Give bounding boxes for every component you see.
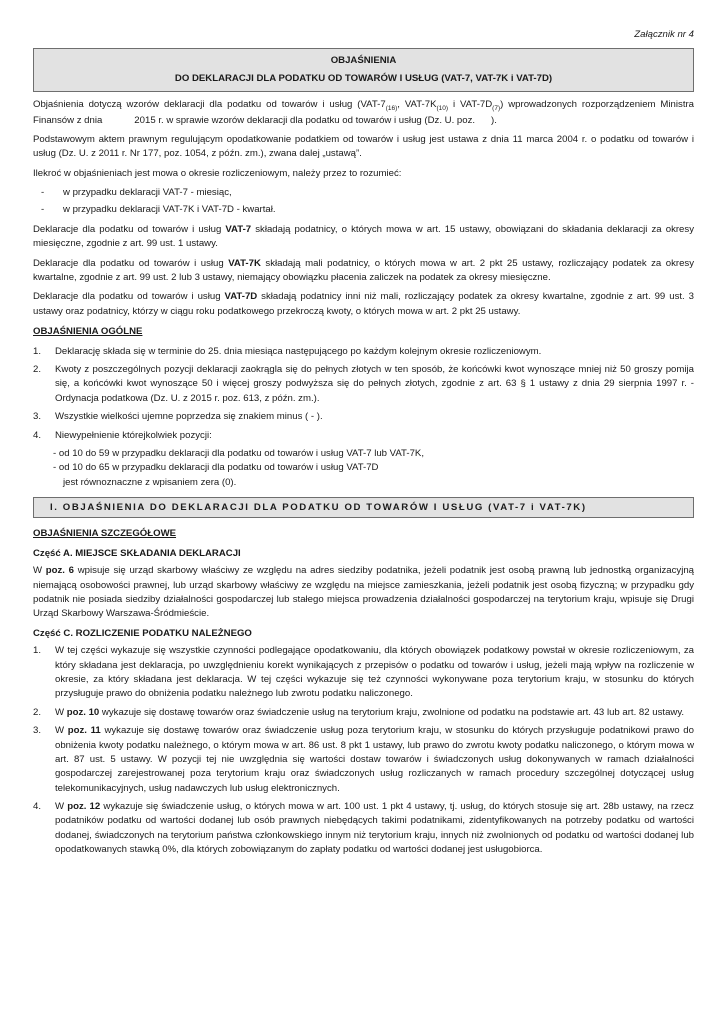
item4-line-2: - od 10 do 65 w przypadku deklaracji dla podatku od towarów i usług VAT-7D	[53, 462, 379, 474]
list-item: 4. Niewypełnienie którejkolwiek pozycji:	[33, 429, 212, 441]
list-item: 3. Wszystkie wielkości ujemne poprzedza się znakiem minus ( - ).	[33, 411, 323, 423]
list-item: 1. Deklarację składa się w terminie do 25. dnia miesiąca następującego po każdym kolejnym okresie rozliczeniowym.	[33, 345, 542, 357]
list-item: 2. W poz. 10 wykazuje się dostawę towarów oraz świadczenie usług na terytorium kraju, zwolnione od podatku na podstawie art. 43 lub art. 82 ustawy.	[33, 706, 685, 718]
title-line-1: OBJAŚNIENIA	[330, 55, 397, 67]
list-item: 3. W poz. 11 wykazuje się dostawę towarów oraz świadczenie usług poza terytorium kraju, w stosunku do których przysługuje podatnikowi prawo do obniżenia kwoty podatku należnego, o którym mowa w art. 86 ust. 8 pkt 1 ustawy, lub prawo do zwrotu kwoty podatku naliczonego, o którym mowa w art. 87 ust. 5 ustawy. W pozycji tej nie uwzględnia się wartości dostaw towarów i świadczonych usług dokonywanych w ramach działalności gospodarczej zarejestrowanej poza terytorium kraju oraz świadczonych usług rozliczanych w ramach procedury szczególnej dotyczącej usług telekomunikacyjnych, usług nadawczych lub usług elektronicznych.	[33, 725, 694, 794]
part-a-heading: Część A. MIEJSCE SKŁADANIA DEKLARACJI	[33, 547, 241, 559]
general-list	[33, 345, 694, 443]
document-title-box	[33, 48, 694, 91]
list-item: - w przypadku deklaracji VAT-7K i VAT-7D - kwartał.	[41, 204, 276, 216]
item4-line-1: - od 10 do 59 w przypadku deklaracji dla podatku od towarów i usług VAT-7 lub VAT-7K,	[53, 447, 424, 459]
intro-paragraph-vat7k: Deklaracje dla podatku od towarów i usług VAT-7K składają mali podatnicy, o których mowa w art. 2 pkt 25 ustawy, rozliczający podatek za okresy kwartalne, zgodnie z art. 99 ust. 2 lub 3 ustawy, niemający obowiązku płacenia zaliczek na podatek za okresy miesięczne.	[33, 257, 694, 284]
intro-paragraph-3: Ilekroć w objaśnieniach jest mowa o okresie rozliczeniowym, należy przez to rozumieć:	[33, 167, 402, 179]
document-page	[33, 28, 697, 862]
title-line-2: DO DEKLARACJI DLA PODATKU OD TOWARÓW I USŁUG (VAT-7, VAT-7K i VAT-7D)	[174, 73, 553, 85]
list-item: 1. W tej części wykazuje się wszystkie czynności podlegające opodatkowaniu, dla których obowiązek podatkowy powstał w okresie rozliczeniowym, za który składana jest deklaracja, po uwzględnieniu korekt wynikających z przepisów o podatku od towarów i usług, jeżeli mają wpływ na rozliczenie w okresie, za który składana jest deklaracja. W tej części wykazuje się też czynności wykonywane poza terytorium kraju, w stosunku do których przysługuje prawo do obniżenia podatku należnego lub zwrotu podatku naliczonego.	[33, 645, 694, 700]
intro-paragraph-vat7: Deklaracje dla podatku od towarów i usług VAT-7 składają podatnicy, o których mowa w art. 15 ustawy, obowiązani do składania deklaracji za okresy miesięczne, zgodnie z art. 99 ust. 1 ustawy.	[33, 223, 694, 250]
section-1-title: I. OBJAŚNIENIA DO DEKLARACJI DLA PODATKU OD TOWARÓW I USŁUG (VAT-7 i VAT-7K)	[33, 497, 694, 518]
detail-heading: OBJAŚNIENIA SZCZEGÓŁOWE	[33, 528, 177, 540]
part-c-heading: Część C. ROZLICZENIE PODATKU NALEŻNEGO	[33, 627, 252, 639]
list-item: - w przypadku deklaracji VAT-7 - miesiąc,	[41, 187, 232, 199]
annex-label: Załącznik nr 4	[634, 29, 694, 40]
part-a-paragraph: W poz. 6 wpisuje się urząd skarbowy właściwy ze względu na adres siedziby podatnika, jeżeli podatnik jest osobą prawną lub jednostką organizacyjną niemającą osobowości prawnej, lub urząd skarbowy właściwy ze względu na miejsce zamieszkania, jeżeli podatnik jest osobą fizyczną; w przypadku gdy podatnik nie posiada siedziby działalności gospodarczej lub stałego miejsca prowadzenia działalności gospodarczej na terytorium kraju, wpisuje się Drugi Urząd Skarbowy Warszawa-Śródmieście.	[33, 565, 695, 620]
period-list	[33, 186, 694, 218]
item4-line-3: jest równoznaczne z wpisaniem zera (0).	[63, 476, 237, 488]
intro-paragraph-vat7d: Deklaracje dla podatku od towarów i usług VAT-7D składają podatnicy inni niż mali, rozliczający podatek za okresy kwartalne, zgodnie z art. 99 ust. 3 ustawy oraz podatnicy, którzy w ciągu roku podatkowego przekroczą kwoty, o których mowa w art. 2 pkt 25 ustawy.	[33, 291, 695, 317]
intro-paragraph-2: Podstawowym aktem prawnym regulującym opodatkowanie podatkiem od towarów i usług jest ustawa z dnia 11 marca 2004 r. o podatku od towarów i usług (Dz. U. z 2011 r. Nr 177, poz. 1054, z późn. zm.), zwana dalej „ustawą”.	[33, 133, 694, 160]
part-c-list	[33, 644, 694, 857]
list-item: 4. W poz. 12 wykazuje się świadczenie usług, o których mowa w art. 100 ust. 1 pkt 4 ustawy, tj. usług, do których stosuje się art. 28b ustawy, na rzecz podatników podatku od wartości dodanej lub osób prawnych niebędących takimi podatnikami, zidentyfikowanych na potrzeby podatku od wartości dodanej, świadczonych na terytorium państwa członkowskiego innym niż terytorium kraju, innych niż zwolnionych od podatku od wartości dodanej lub opodatkowanych stawką 0%, dla których zobowiązanym do zapłaty podatku od wartości dodanej jest usługobiorca.	[33, 801, 694, 856]
general-heading: OBJAŚNIENIA OGÓLNE	[33, 326, 143, 338]
intro-paragraph-1: Objaśnienia dotyczą wzorów deklaracji dla podatku od towarów i usług ($VAT-7_{(16)}$, VAT-$7K_{(10)}$ i VAT-$7D_{(7)}$) wprowadzonych rozporządzeniem Ministra Finansów z dnia 2015 r. w sprawie wzorów deklaracji dla podatku od towarów i usług (Dz. U. poz. ).	[33, 98, 697, 126]
list-item: 2. Kwoty z poszczególnych pozycji deklaracji zaokrągla się do pełnych złotych w ten sposób, że końcówki kwot wynoszące mniej niż 50 groszy pomija się, a końcówki kwot wynoszące 50 i więcej groszy podwyższa się do pełnych złotych, zgodnie z art. 63 § 1 ustawy z dnia 29 sierpnia 1997 r. - Ordynacja podatkowa (Dz. U. z 2015 r. poz. 613, z późn. zm.).	[33, 363, 694, 404]
